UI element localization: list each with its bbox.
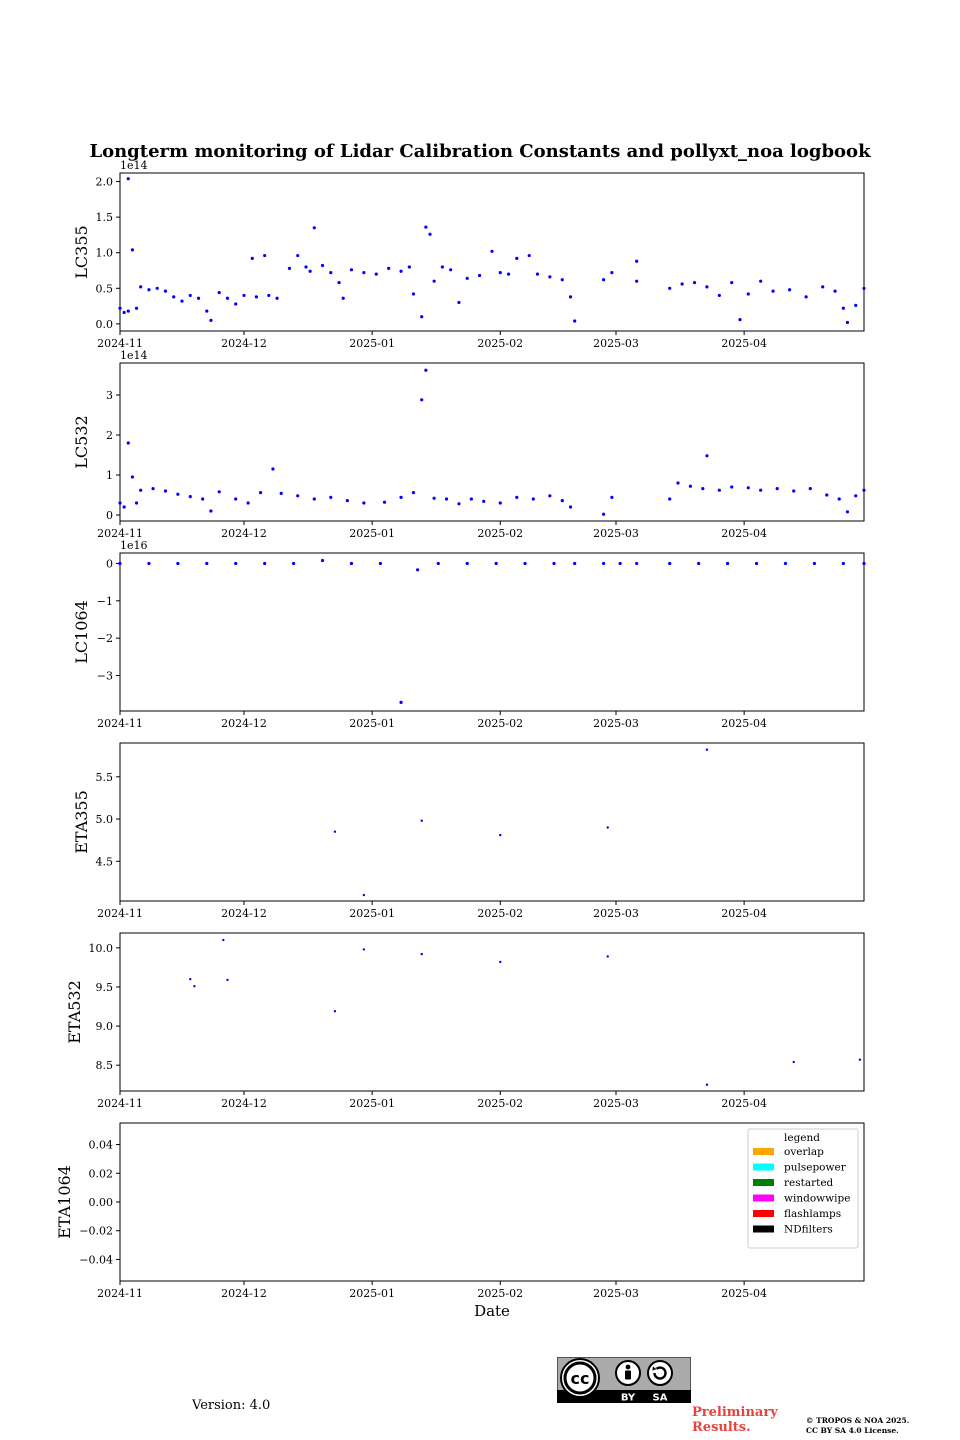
lc532-point xyxy=(676,481,679,484)
lc1064-point xyxy=(635,562,638,565)
lc532-point xyxy=(218,490,221,493)
lc532-point xyxy=(792,489,795,492)
lc532-xtick-label: 2024-12 xyxy=(221,527,267,540)
lc355-point xyxy=(147,288,150,291)
lc355-ytick-label: 1.5 xyxy=(95,211,113,225)
lc355-point xyxy=(412,292,415,295)
lc355-point xyxy=(668,287,671,290)
eta532-point xyxy=(189,978,191,980)
lc532-point xyxy=(759,489,762,492)
lc532-point xyxy=(271,467,274,470)
legend-label-overlap: overlap xyxy=(784,1146,824,1158)
lc532-point xyxy=(610,496,613,499)
svg-text:BY: BY xyxy=(620,1392,636,1403)
lc1064-point xyxy=(668,562,671,565)
lc355-point xyxy=(255,295,258,298)
lc355-point xyxy=(156,287,159,290)
lc1064-point xyxy=(523,562,526,565)
lc355-point xyxy=(573,319,576,322)
lc355-point xyxy=(561,278,564,281)
lc532-point xyxy=(701,487,704,490)
lc1064-point xyxy=(147,562,150,565)
lc355-point xyxy=(730,281,733,284)
lc1064-xtick-label: 2024-11 xyxy=(97,717,143,730)
eta1064-ylabel: ETA1064 xyxy=(55,1165,74,1239)
lc532-point xyxy=(234,497,237,500)
lc355-point xyxy=(135,307,138,310)
lc355-point xyxy=(263,254,266,257)
chart-eta532 xyxy=(65,933,864,1110)
lc532-point xyxy=(499,501,502,504)
eta355-point xyxy=(607,826,609,828)
creative-commons-by-sa-icon xyxy=(557,1357,691,1403)
eta355-ytick-label: 4.5 xyxy=(95,855,113,869)
eta355-xtick-label: 2024-12 xyxy=(221,907,267,920)
copyright-line-1: © TROPOS & NOA 2025. xyxy=(806,1416,910,1425)
lc532-xtick-label: 2025-02 xyxy=(477,527,524,540)
lc532-point xyxy=(118,501,121,504)
lc355-point xyxy=(350,268,353,271)
lc532-point xyxy=(747,486,750,489)
lc355-point xyxy=(771,290,774,293)
lc355-point xyxy=(309,270,312,273)
lc1064-point xyxy=(697,562,700,565)
lc1064-point xyxy=(466,562,469,565)
lc1064-point xyxy=(350,562,353,565)
lc355-point xyxy=(635,280,638,283)
chart-lc532 xyxy=(72,349,866,540)
lc532-ytick-label: 2 xyxy=(106,429,113,442)
legend-label-restarted: restarted xyxy=(784,1177,834,1189)
lc355-point xyxy=(375,272,378,275)
eta1064-xtick-label: 2024-12 xyxy=(221,1287,267,1300)
chart-lc1064 xyxy=(72,539,866,730)
lc532-point xyxy=(809,487,812,490)
lc355-point xyxy=(466,277,469,280)
lc355-point xyxy=(313,226,316,229)
eta355-point xyxy=(499,834,501,836)
lc355-xtick-label: 2025-03 xyxy=(593,337,639,350)
eta532-point xyxy=(793,1061,795,1063)
lc355-xtick-label: 2024-11 xyxy=(97,337,143,350)
eta532-point xyxy=(222,939,224,941)
lc532-point xyxy=(399,496,402,499)
legend-label-windowwipe: windowwipe xyxy=(784,1192,851,1205)
eta1064-ytick-label: −0.04 xyxy=(79,1253,113,1267)
lc355-point xyxy=(218,291,221,294)
lc355-point xyxy=(408,265,411,268)
lc532-point xyxy=(164,489,167,492)
svg-text:SA: SA xyxy=(652,1392,668,1403)
lc532-point xyxy=(561,499,564,502)
lc355-point xyxy=(536,272,539,275)
lc532-point xyxy=(515,496,518,499)
lc532-point xyxy=(189,495,192,498)
eta532-xtick-label: 2025-04 xyxy=(721,1097,767,1110)
eta532-ytick-label: 8.5 xyxy=(95,1059,113,1073)
eta1064-xtick-label: 2025-03 xyxy=(593,1287,639,1300)
lc1064-point xyxy=(321,559,324,562)
legend-swatch-overlap xyxy=(753,1148,774,1155)
lc355-xtick-label: 2024-12 xyxy=(221,337,267,350)
lc355-point xyxy=(548,275,551,278)
eta532-xtick-label: 2024-11 xyxy=(97,1097,143,1110)
eta355-plot-frame xyxy=(120,743,864,901)
eta532-point xyxy=(859,1059,861,1061)
lc532-point xyxy=(424,369,427,372)
lc532-point xyxy=(259,491,262,494)
eta532-xtick-label: 2025-01 xyxy=(349,1097,395,1110)
preliminary-line-1: Preliminary xyxy=(692,1405,778,1420)
lc1064-point xyxy=(573,562,576,565)
lc355-point xyxy=(515,257,518,260)
lc355-ytick-label: 2.0 xyxy=(95,175,113,189)
lc1064-xtick-label: 2025-04 xyxy=(721,717,767,730)
eta1064-ytick-label: −0.02 xyxy=(79,1224,113,1238)
lc355-point xyxy=(747,292,750,295)
lc355-ytick-label: 0.0 xyxy=(95,317,113,331)
lc355-point xyxy=(499,271,502,274)
eta355-xtick-label: 2025-04 xyxy=(721,907,767,920)
eta355-point xyxy=(363,894,365,896)
lc532-point xyxy=(482,500,485,503)
eta532-plot-frame xyxy=(120,933,864,1091)
lc355-point xyxy=(180,300,183,303)
lc532-point xyxy=(127,441,130,444)
lc532-plot-frame xyxy=(120,363,864,521)
lc532-point xyxy=(412,491,415,494)
lc532-point xyxy=(247,501,250,504)
lc355-point xyxy=(569,295,572,298)
lc355-ylabel: LC355 xyxy=(72,225,91,279)
lc1064-point xyxy=(416,568,419,571)
lc1064-xtick-label: 2025-03 xyxy=(593,717,639,730)
lc532-point xyxy=(569,505,572,508)
lc532-point xyxy=(825,493,828,496)
lc355-point xyxy=(854,304,857,307)
lc355-point xyxy=(441,265,444,268)
lc532-point xyxy=(838,497,841,500)
lc532-point xyxy=(730,485,733,488)
lc532-point xyxy=(718,489,721,492)
lc355-point xyxy=(693,281,696,284)
lc532-point xyxy=(470,497,473,500)
eta1064-xtick-label: 2024-11 xyxy=(97,1287,143,1300)
preliminary-line-2: Results. xyxy=(692,1420,751,1435)
lc532-point xyxy=(131,475,134,478)
eta532-point xyxy=(193,985,195,987)
lc532-point xyxy=(346,499,349,502)
lc355-point xyxy=(399,270,402,273)
lc532-point xyxy=(705,454,708,457)
lc1064-point xyxy=(399,701,402,704)
eta1064-ytick-label: 0.04 xyxy=(88,1138,113,1152)
eta532-ylabel: ETA532 xyxy=(65,980,84,1044)
lc355-point xyxy=(490,250,493,253)
lc532-point xyxy=(135,501,138,504)
lc355-point xyxy=(428,233,431,236)
lc1064-ytick-label: 0 xyxy=(106,557,113,571)
lc355-point xyxy=(342,297,345,300)
lc355-point xyxy=(718,294,721,297)
eta532-point xyxy=(421,953,423,955)
eta532-point xyxy=(363,948,365,950)
lc532-point xyxy=(689,485,692,488)
lc1064-point xyxy=(234,562,237,565)
lc532-ytick-label: 1 xyxy=(106,469,113,482)
lc355-point xyxy=(205,309,208,312)
eta355-xtick-label: 2025-01 xyxy=(349,907,395,920)
lc355-point xyxy=(457,301,460,304)
lc532-xtick-label: 2024-11 xyxy=(97,527,143,540)
lc355-xtick-label: 2025-04 xyxy=(721,337,767,350)
copyright-note xyxy=(806,1416,956,1436)
lc355-point xyxy=(197,297,200,300)
lc1064-point xyxy=(862,562,865,565)
legend-swatch-pulsepower xyxy=(753,1164,774,1171)
lc1064-ytick-label: −2 xyxy=(96,632,113,646)
preliminary-results-note xyxy=(692,1405,802,1435)
eta355-ylabel: ETA355 xyxy=(72,790,91,854)
legend-label-pulsepower: pulsepower xyxy=(784,1161,846,1174)
lc355-ytick-label: 0.5 xyxy=(95,282,113,296)
lc532-point xyxy=(139,489,142,492)
lc532-point xyxy=(209,509,212,512)
lc1064-point xyxy=(619,562,622,565)
lc355-point xyxy=(209,319,212,322)
lc532-point xyxy=(280,492,283,495)
lc1064-point xyxy=(437,562,440,565)
lc532-point xyxy=(445,497,448,500)
lc1064-xtick-label: 2025-02 xyxy=(477,717,524,730)
lc355-point xyxy=(821,285,824,288)
lc532-point xyxy=(854,494,857,497)
chart-eta1064 xyxy=(55,1123,864,1320)
lc355-point xyxy=(610,271,613,274)
eta532-ytick-label: 9.0 xyxy=(95,1020,113,1034)
lc1064-point xyxy=(292,562,295,565)
lc1064-xtick-label: 2024-12 xyxy=(221,717,267,730)
lc355-point xyxy=(139,285,142,288)
lc1064-offset-label: 1e16 xyxy=(120,539,148,552)
eta355-ytick-label: 5.5 xyxy=(95,770,113,784)
lc355-point xyxy=(788,288,791,291)
eta532-ytick-label: 9.5 xyxy=(95,980,113,994)
lc355-point xyxy=(424,225,427,228)
lc355-point xyxy=(862,287,865,290)
lc532-point xyxy=(383,501,386,504)
legend-label-flashlamps: flashlamps xyxy=(784,1208,842,1220)
lc1064-point xyxy=(379,562,382,565)
lc355-point xyxy=(234,302,237,305)
lc532-point xyxy=(668,497,671,500)
lc355-point xyxy=(635,260,638,263)
legend-swatch-NDfilters xyxy=(753,1226,774,1233)
lc355-point xyxy=(846,321,849,324)
legend-title: legend xyxy=(784,1132,820,1144)
eta355-xtick-label: 2024-11 xyxy=(97,907,143,920)
lc355-point xyxy=(833,290,836,293)
lc532-point xyxy=(846,510,849,513)
eta355-point xyxy=(706,749,708,751)
lc1064-ytick-label: −3 xyxy=(96,669,113,683)
lc532-point xyxy=(176,493,179,496)
lc355-point xyxy=(296,254,299,257)
chart-eta355 xyxy=(72,743,864,920)
eta532-point xyxy=(499,961,501,963)
lc532-point xyxy=(420,398,423,401)
eta1064-legend xyxy=(748,1129,858,1248)
lc1064-ytick-label: −1 xyxy=(96,594,113,608)
lc1064-point xyxy=(602,562,605,565)
lc1064-point xyxy=(495,562,498,565)
eta532-point xyxy=(334,1010,336,1012)
lc532-xtick-label: 2025-03 xyxy=(593,527,639,540)
lc355-ytick-label: 1.0 xyxy=(95,246,113,260)
lc532-point xyxy=(362,501,365,504)
lc532-offset-label: 1e14 xyxy=(120,349,148,362)
lc355-point xyxy=(172,295,175,298)
lc532-xtick-label: 2025-01 xyxy=(349,527,395,540)
lc355-point xyxy=(362,271,365,274)
lc1064-point xyxy=(118,562,121,565)
legend-swatch-restarted xyxy=(753,1179,774,1186)
lc355-point xyxy=(164,290,167,293)
copyright-line-2: CC BY SA 4.0 License. xyxy=(806,1426,899,1435)
lc355-point xyxy=(127,309,130,312)
eta1064-xlabel: Date xyxy=(474,1302,510,1320)
lc355-point xyxy=(304,265,307,268)
lc355-point xyxy=(131,248,134,251)
lc1064-xtick-label: 2025-01 xyxy=(349,717,395,730)
lc355-point xyxy=(759,280,762,283)
lc355-point xyxy=(275,297,278,300)
lc532-point xyxy=(532,497,535,500)
eta355-xtick-label: 2025-02 xyxy=(477,907,524,920)
lc355-point xyxy=(123,311,126,314)
lc1064-point xyxy=(726,562,729,565)
chart-lc355 xyxy=(72,159,866,350)
eta532-ytick-label: 10.0 xyxy=(88,941,113,955)
lc1064-point xyxy=(552,562,555,565)
lc355-point xyxy=(288,267,291,270)
eta355-xtick-label: 2025-03 xyxy=(593,907,639,920)
eta532-xtick-label: 2024-12 xyxy=(221,1097,267,1110)
eta1064-xtick-label: 2025-04 xyxy=(721,1287,767,1300)
lc355-xtick-label: 2025-01 xyxy=(349,337,395,350)
lc532-point xyxy=(457,502,460,505)
lc1064-point xyxy=(784,562,787,565)
version-label: Version: 4.0 xyxy=(192,1398,271,1413)
lc532-point xyxy=(296,494,299,497)
lc532-point xyxy=(201,497,204,500)
lc355-point xyxy=(602,278,605,281)
lc532-xtick-label: 2025-04 xyxy=(721,527,767,540)
lc355-point xyxy=(420,315,423,318)
lc1064-point xyxy=(205,562,208,565)
lc532-point xyxy=(548,494,551,497)
lc355-point xyxy=(127,177,130,180)
lc1064-ylabel: LC1064 xyxy=(72,600,91,664)
lc355-offset-label: 1e14 xyxy=(120,159,148,172)
legend-swatch-windowwipe xyxy=(753,1195,774,1202)
eta532-xtick-label: 2025-03 xyxy=(593,1097,639,1110)
lc532-ytick-label: 3 xyxy=(106,389,113,402)
lc532-ytick-label: 0 xyxy=(106,509,113,522)
lc355-point xyxy=(478,274,481,277)
lc532-point xyxy=(313,497,316,500)
eta1064-ytick-label: 0.00 xyxy=(88,1196,113,1209)
lc1064-point xyxy=(842,562,845,565)
lc355-point xyxy=(337,281,340,284)
svg-text:cc: cc xyxy=(570,1369,590,1388)
lc1064-point xyxy=(755,562,758,565)
lc355-point xyxy=(387,267,390,270)
lc355-point xyxy=(507,272,510,275)
lc355-point xyxy=(805,295,808,298)
lc355-point xyxy=(321,264,324,267)
lc355-xtick-label: 2025-02 xyxy=(477,337,524,350)
eta532-point xyxy=(226,979,228,981)
eta1064-xtick-label: 2025-01 xyxy=(349,1287,395,1300)
lc1064-point xyxy=(813,562,816,565)
lc532-point xyxy=(329,496,332,499)
lc355-point xyxy=(329,271,332,274)
lc355-point xyxy=(681,282,684,285)
eta532-xtick-label: 2025-02 xyxy=(477,1097,524,1110)
lc355-point xyxy=(242,294,245,297)
lc1064-point xyxy=(176,562,179,565)
eta355-ytick-label: 5.0 xyxy=(95,813,113,827)
lc355-point xyxy=(226,297,229,300)
page-title: Longterm monitoring of Lidar Calibration Constants and pollyxt_noa logbook xyxy=(89,141,871,162)
lc532-point xyxy=(123,505,126,508)
lc532-point xyxy=(151,487,154,490)
lc532-point xyxy=(862,489,865,492)
eta532-point xyxy=(706,1084,708,1086)
lc1064-point xyxy=(263,562,266,565)
lc355-point xyxy=(189,294,192,297)
lc532-point xyxy=(776,487,779,490)
eta355-point xyxy=(421,820,423,822)
lc355-point xyxy=(705,285,708,288)
eta355-point xyxy=(334,831,336,833)
lc1064-plot-frame xyxy=(120,553,864,711)
lc355-point xyxy=(251,257,254,260)
lc355-point xyxy=(449,268,452,271)
lc355-point xyxy=(433,280,436,283)
legend-swatch-flashlamps xyxy=(753,1210,774,1217)
legend-label-NDfilters: NDfilters xyxy=(784,1223,833,1236)
lc355-point xyxy=(267,294,270,297)
eta1064-xtick-label: 2025-02 xyxy=(477,1287,524,1300)
eta532-point xyxy=(607,955,609,957)
eta1064-ytick-label: 0.02 xyxy=(88,1167,113,1181)
lc355-point xyxy=(738,318,741,321)
lc355-point xyxy=(528,254,531,257)
lc532-point xyxy=(433,497,436,500)
lc355-point xyxy=(118,307,121,310)
lc355-point xyxy=(842,307,845,310)
lc532-point xyxy=(602,513,605,516)
lc532-ylabel: LC532 xyxy=(72,415,91,469)
